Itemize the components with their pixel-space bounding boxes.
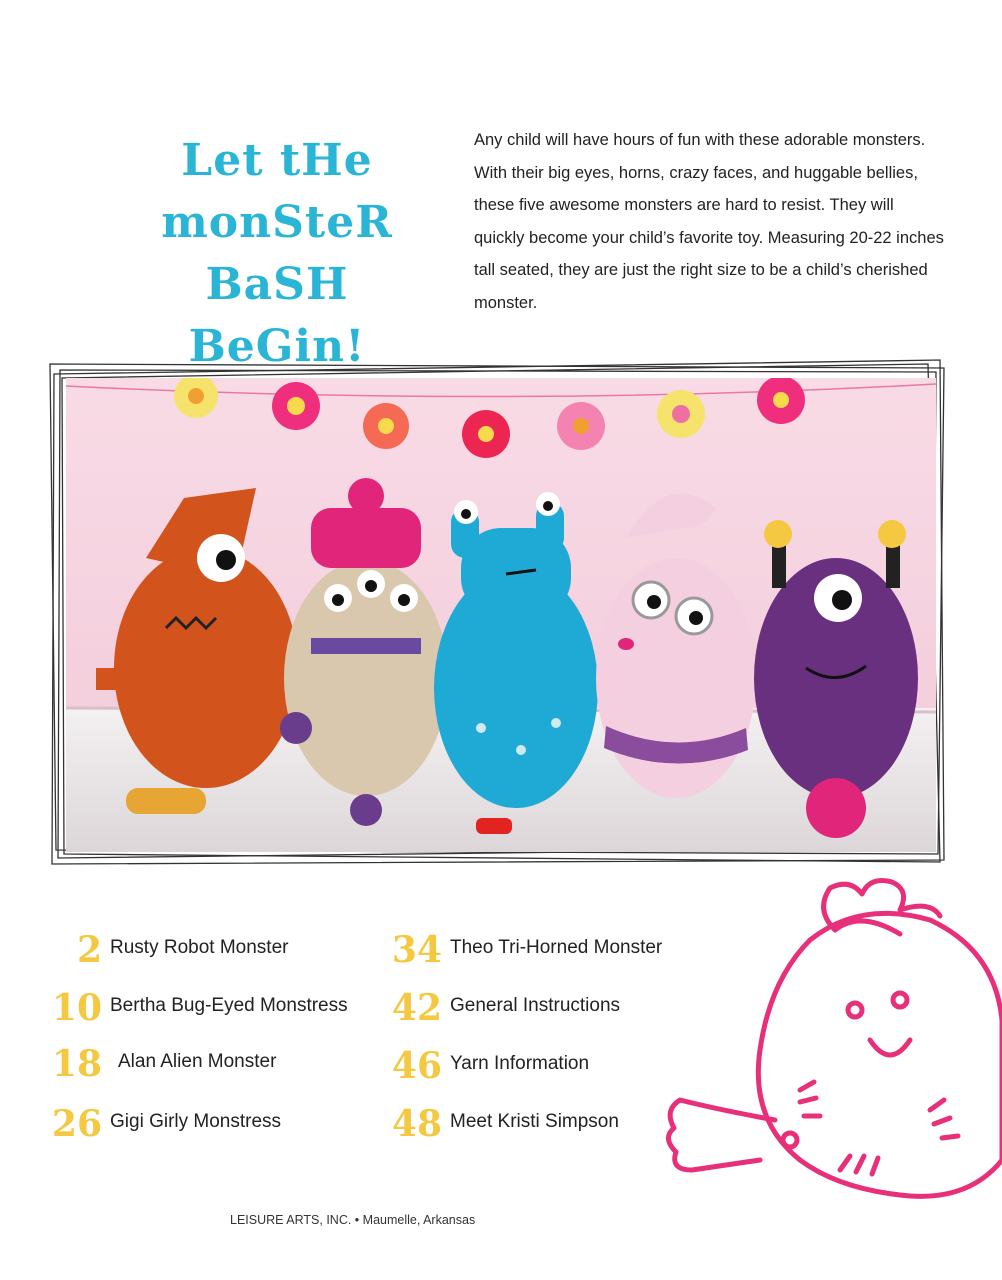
contents-item-label: Meet Kristi Simpson — [450, 1111, 619, 1132]
contents-page-number: 48 — [391, 1103, 442, 1145]
contents-item-label: General Instructions — [450, 995, 621, 1016]
contents-page-number: 42 — [391, 987, 442, 1029]
contents-page-number: 26 — [51, 1103, 102, 1145]
pink-monster-outline-icon — [600, 870, 1002, 1225]
monsters-photo — [66, 378, 936, 852]
contents-item-label: Bertha Bug-Eyed Monstress — [110, 995, 348, 1016]
contents-page-number: 46 — [391, 1045, 442, 1087]
contents-page-number: 10 — [51, 987, 102, 1029]
intro-paragraph: Any child will have hours of fun with these adorable monsters. With their big eyes, horns, crazy faces, and huggable bellies, these five awesome monsters are hard to resist. They will quickly become your child’s favorite toy. Measuring 20-22 inches tall seated, they are just the right size to be a child’s cherished monster. — [474, 131, 944, 312]
page-title — [112, 130, 442, 378]
title-line-2: monSteR — [161, 197, 393, 248]
title-line-3: BaSH BeGin! — [188, 259, 366, 372]
title-line-1: Let tHe — [181, 135, 373, 186]
contents-item-label: Alan Alien Monster — [118, 1051, 277, 1072]
contents-item-label: Theo Tri-Horned Monster — [450, 937, 663, 958]
contents-item-label: Yarn Information — [450, 1053, 590, 1074]
contents-page-number: 2 — [76, 929, 102, 971]
contents-page-number: 18 — [51, 1043, 102, 1085]
contents-item-label: Rusty Robot Monster — [110, 937, 289, 958]
contents-page-number: 34 — [391, 929, 442, 971]
publisher-footer: LEISURE ARTS, INC. • Maumelle, Arkansas — [230, 1213, 476, 1227]
contents-item-label: Gigi Girly Monstress — [110, 1111, 282, 1132]
